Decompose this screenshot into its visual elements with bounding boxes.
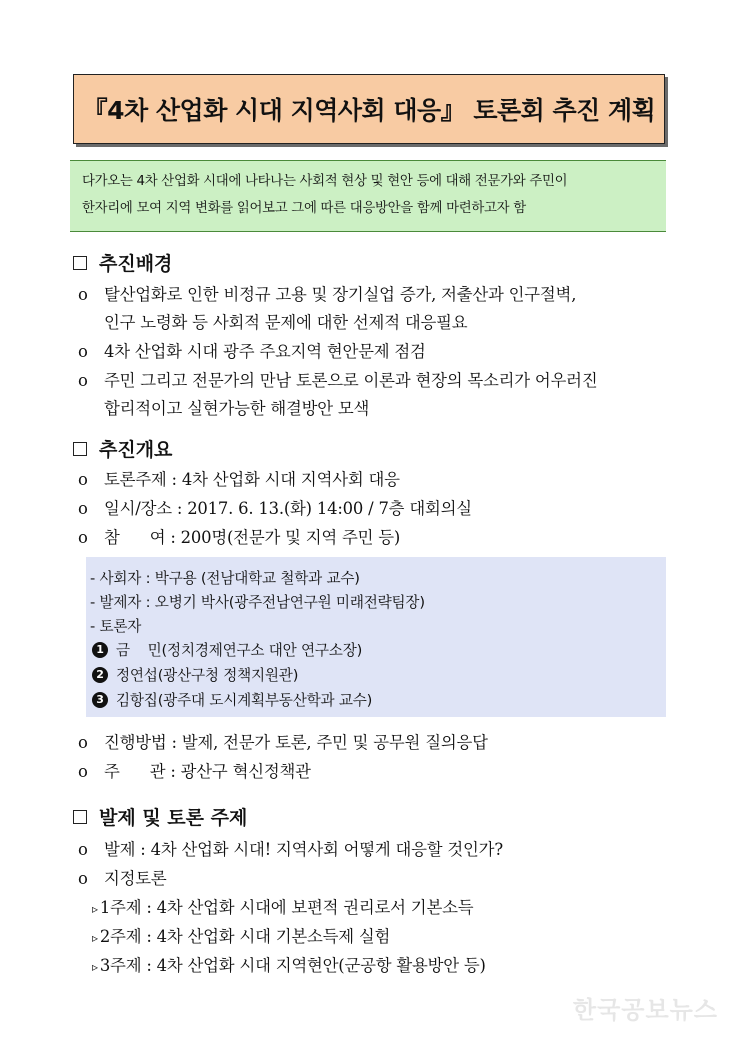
panelist-text: 김항집(광주대 도시계획부동산학과 교수)	[116, 692, 373, 709]
speaker-box	[86, 557, 666, 717]
bullet-icon: o	[78, 840, 88, 859]
bullet-icon: o	[78, 499, 88, 518]
subtopic-text: 1주제 : 4차 산업화 시대에 보편적 권리로서 기본소득	[99, 898, 474, 917]
bullet-icon: o	[78, 371, 88, 390]
list-item	[78, 338, 426, 362]
section-heading-text: 추진개요	[99, 439, 173, 461]
subtopic-text: 3주제 : 4차 산업화 시대 지역현안(군공항 활용방안 등)	[99, 956, 486, 975]
list-item-text: 주민 그리고 전문가의 만남 토론으로 이론과 현장의 목소리가 어우러진	[104, 371, 598, 390]
list-item-text: 합리적이고 실현가능한 해결방안 모색	[104, 399, 370, 418]
page-title-text: 『4차 산업화 시대 지역사회 대응』 토론회 추진 계획	[82, 96, 656, 125]
list-item-text: 지정토론	[104, 869, 167, 888]
list-item-text: 진행방법 : 발제, 전문가 토론, 주민 및 공무원 질의응답	[104, 733, 488, 752]
page-title	[73, 74, 665, 144]
list-item	[78, 466, 400, 490]
subtopic-text: 2주제 : 4차 산업화 시대 기본소득제 실험	[99, 927, 391, 946]
summary-box	[70, 160, 666, 232]
bullet-icon: o	[78, 869, 88, 888]
summary-line-1: 다가오는 4차 산업화 시대에 나타나는 사회적 현상 및 현안 등에 대해 전문가와 주민이	[82, 174, 568, 189]
section-heading-text: 발제 및 토론 주제	[99, 807, 248, 829]
summary-line-2: 한자리에 모여 지역 변화를 읽어보고 그에 따른 대응방안을 함께 마련하고자 함	[82, 201, 526, 216]
section-heading-topics	[73, 803, 247, 830]
list-item-text: 참 여 : 200명(전문가 및 지역 주민 등)	[104, 528, 401, 547]
list-item	[78, 836, 503, 860]
list-item-continuation	[104, 309, 467, 333]
list-item	[78, 281, 576, 305]
moderator-line: - 사회자 : 박구용 (전남대학교 철학과 교수)	[90, 570, 360, 587]
panelist-text: 정연섭(광산구청 정책지원관)	[116, 667, 299, 684]
list-item	[78, 524, 400, 548]
panelist-row	[92, 689, 372, 710]
bullet-icon: o	[78, 285, 88, 304]
list-item	[78, 758, 311, 782]
list-item-text: 일시/장소 : 2017. 6. 13.(화) 14:00 / 7층 대회의실	[104, 499, 472, 518]
checkbox-square-icon	[73, 442, 87, 456]
checkbox-square-icon	[73, 256, 87, 270]
list-item-text: 인구 노령화 등 사회적 문제에 대한 선제적 대응필요	[104, 313, 468, 332]
panelist-row	[92, 639, 362, 660]
number-3-icon: 3	[92, 692, 108, 708]
number-1-icon: 1	[92, 642, 108, 658]
panelist-row	[92, 664, 298, 685]
list-item-text: 탈산업화로 인한 비정규 고용 및 장기실업 증가, 저출산과 인구절벽,	[104, 285, 577, 304]
watermark: 한국공보뉴스	[572, 996, 718, 1024]
bullet-icon: o	[78, 342, 88, 361]
panelist-text: 금 민(정치경제연구소 대안 연구소장)	[116, 642, 363, 659]
bullet-icon: o	[78, 733, 88, 752]
list-item	[78, 865, 167, 889]
section-heading-background	[73, 249, 172, 276]
panel-label: - 토론자	[90, 618, 142, 635]
list-item-text: 토론주제 : 4차 산업화 시대 지역사회 대응	[104, 470, 400, 489]
bullet-icon: o	[78, 528, 88, 547]
triangle-bullet-icon: ▹	[92, 902, 98, 916]
list-item	[78, 495, 472, 519]
bullet-icon: o	[78, 470, 88, 489]
subtopic-item	[92, 894, 473, 918]
subtopic-item	[92, 952, 486, 976]
presenter-line: - 발제자 : 오병기 박사(광주전남연구원 미래전략팀장)	[90, 594, 425, 611]
list-item	[78, 729, 488, 753]
list-item-text: 주 관 : 광산구 혁신정책관	[104, 762, 311, 781]
number-2-icon: 2	[92, 667, 108, 683]
list-item-text: 4차 산업화 시대 광주 주요지역 현안문제 점검	[104, 342, 426, 361]
triangle-bullet-icon: ▹	[92, 960, 98, 974]
list-item-text: 발제 : 4차 산업화 시대! 지역사회 어떻게 대응할 것인가?	[104, 840, 503, 859]
section-heading-overview	[73, 435, 172, 462]
list-item-continuation	[104, 395, 369, 419]
checkbox-square-icon	[73, 810, 87, 824]
list-item	[78, 367, 597, 391]
subtopic-item	[92, 923, 390, 947]
section-heading-text: 추진배경	[99, 253, 173, 275]
triangle-bullet-icon: ▹	[92, 931, 98, 945]
bullet-icon: o	[78, 762, 88, 781]
